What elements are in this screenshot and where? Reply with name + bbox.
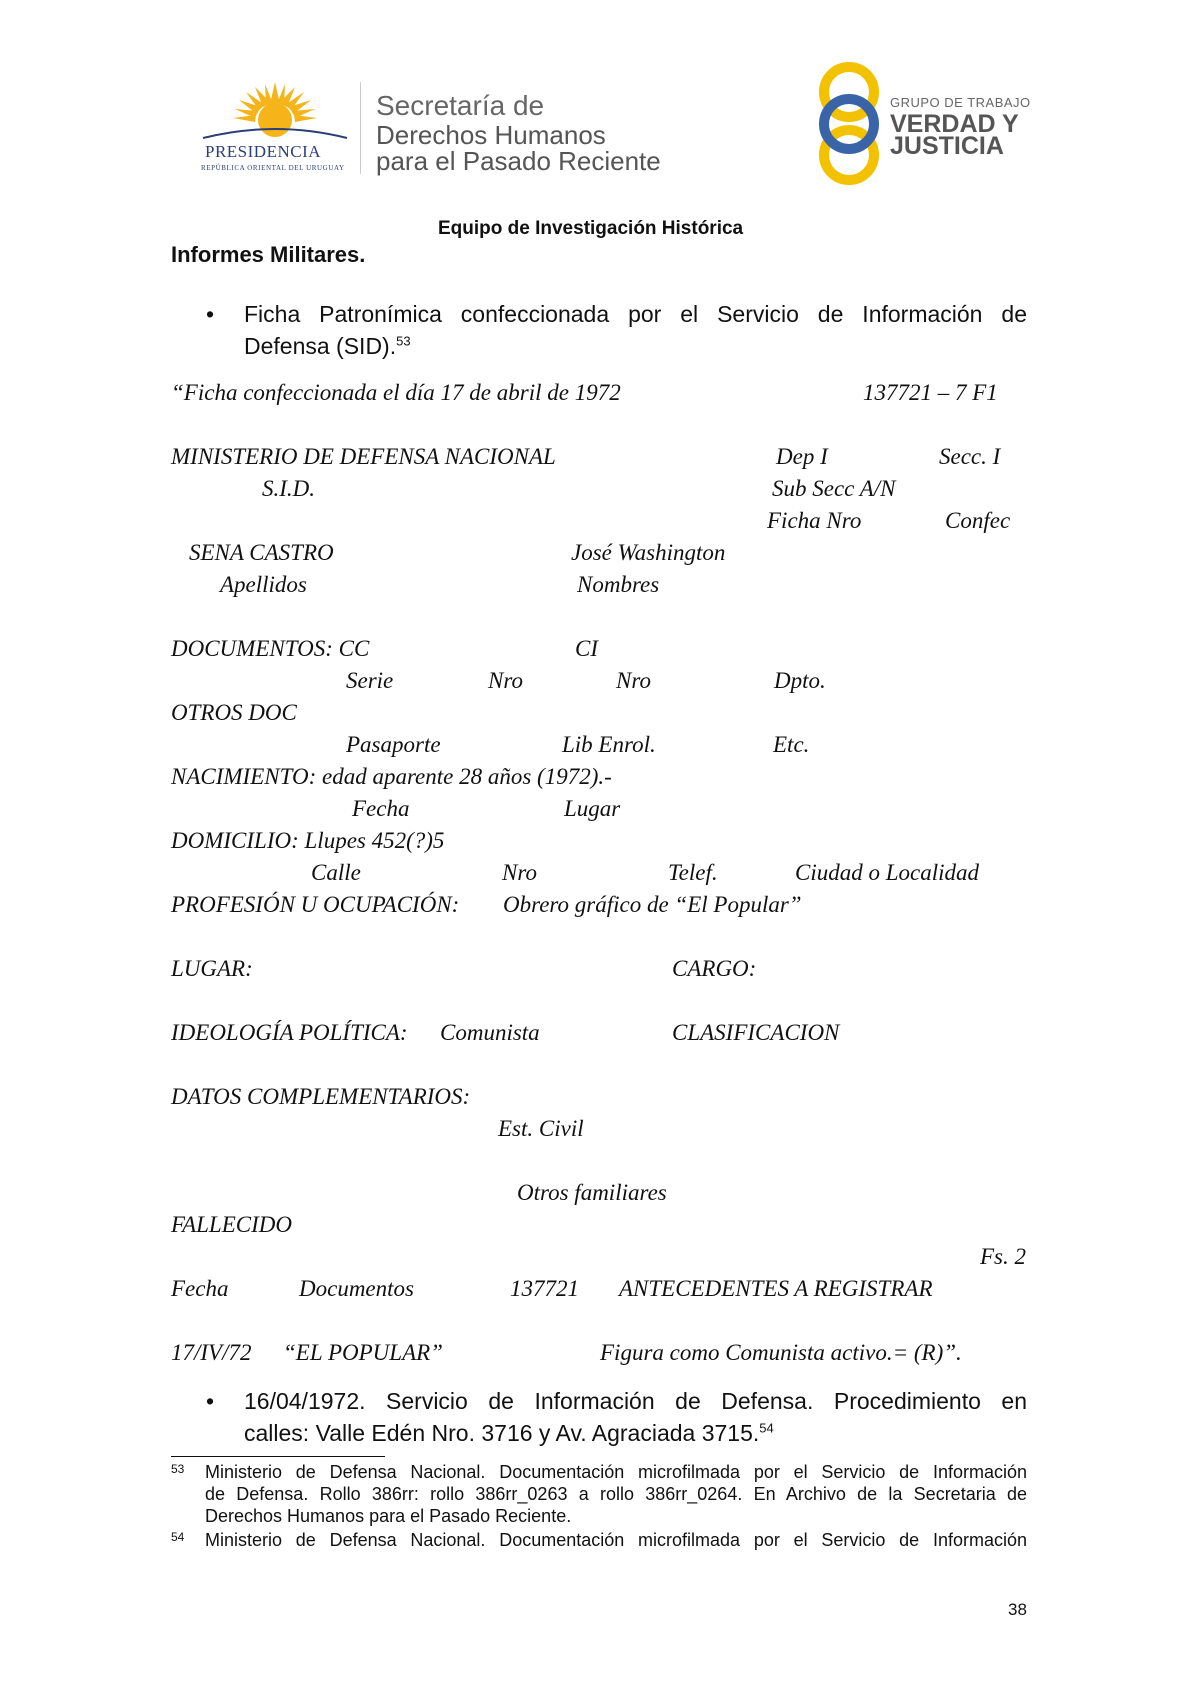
secretaria-line2: Derechos Humanos: [376, 120, 606, 150]
footnote-53-line1: Ministerio de Defensa Nacional. Documentación microfilmada por el Servicio de Información: [205, 1462, 1027, 1482]
col-antecedentes: ANTECEDENTES A REGISTRAR: [619, 1276, 933, 1301]
bullet-2-line2: [244, 1420, 774, 1447]
otros-doc: OTROS DOC: [171, 700, 297, 725]
nombres-label: Nombres: [577, 572, 660, 597]
apellidos-label: Apellidos: [220, 572, 307, 597]
pasaporte: Pasaporte: [346, 732, 441, 757]
verdad-label: VERDAD Y: [890, 110, 1019, 138]
footnote-53-line3: Derechos Humanos para el Pasado Reciente.: [205, 1506, 572, 1526]
ideologia-label: IDEOLOGÍA POLÍTICA:: [171, 1020, 408, 1045]
col-fecha: Fecha: [171, 1276, 229, 1301]
serie: Serie: [346, 668, 394, 693]
etc: Etc.: [773, 732, 810, 757]
bullet-1-line1: Ficha Patronímica confeccionada por el Servicio de Información de: [244, 301, 1027, 327]
footnote-54-number: 54: [171, 1530, 185, 1544]
apellido-value: SENA CASTRO: [189, 540, 334, 565]
bullet-1-marker: •: [206, 301, 215, 327]
footnote-ref-53: 53: [396, 333, 411, 349]
fecha-label-1: Fecha: [352, 796, 410, 821]
secc: Secc. I: [939, 444, 1001, 469]
footnote-53-line2: de Defensa. Rollo 386rr: rollo 386rr_0263 a rollo 386rr_0264. En Archivo de la Secretaria de: [205, 1484, 1027, 1504]
lib-enrol: Lib Enrol.: [562, 732, 656, 757]
grupo-label: GRUPO DE TRABAJO: [890, 95, 1031, 110]
cargo-label: CARGO:: [672, 956, 757, 981]
bullet-2-line2-text: calles: Valle Edén Nro. 3716 y Av. Agraciada 3715.: [244, 1420, 760, 1446]
dpto: Dpto.: [774, 668, 826, 693]
footnote-separator: [171, 1456, 385, 1457]
ficha-number: 137721 – 7 F1: [863, 380, 998, 405]
bullet-2-marker: •: [206, 1388, 215, 1414]
row-doc: “EL POPULAR”: [283, 1340, 443, 1365]
datos-complementarios: DATOS COMPLEMENTARIOS:: [171, 1084, 471, 1109]
page-number: 38: [1008, 1600, 1027, 1619]
ideologia-value: Comunista: [440, 1020, 540, 1045]
bullet-2-line1: 16/04/1972. Servicio de Información de Defensa. Procedimiento en: [244, 1388, 1027, 1414]
documentos-label: DOCUMENTOS: CC: [171, 636, 370, 661]
col-number: 137721: [510, 1276, 579, 1301]
nombre-value: José Washington: [571, 540, 726, 565]
row-text: Figura como Comunista activo.= (R)”.: [600, 1340, 962, 1365]
est-civil: Est. Civil: [498, 1116, 584, 1141]
profesion-value: Obrero gráfico de “El Popular”: [503, 892, 802, 917]
header-divider: [360, 82, 361, 174]
otros-familiares: Otros familiares: [517, 1180, 667, 1205]
ficha-opening: “Ficha confeccionada el día 17 de abril de 1972: [171, 380, 621, 405]
footnote-54-line1: Ministerio de Defensa Nacional. Documentación microfilmada por el Servicio de Información: [205, 1530, 1027, 1550]
sid: S.I.D.: [262, 476, 316, 501]
ministerio: MINISTERIO DE DEFENSA NACIONAL: [171, 444, 556, 469]
footnote-ref-54: 54: [759, 1420, 774, 1436]
presidencia-logo: [195, 80, 355, 175]
dep: Dep I: [776, 444, 828, 469]
sun-icon: [195, 80, 355, 140]
nro-1: Nro: [488, 668, 523, 693]
lugar-label: LUGAR:: [171, 956, 253, 981]
section-heading: Informes Militares.: [171, 242, 366, 267]
team-title: Equipo de Investigación Histórica: [438, 218, 744, 239]
sub-secc: Sub Secc A/N: [772, 476, 896, 501]
bullet-1-line2: [244, 333, 411, 360]
justicia-label: JUSTICIA: [890, 132, 1004, 160]
lugar-label-1: Lugar: [564, 796, 621, 821]
rings-icon: [814, 62, 884, 186]
domicilio: DOMICILIO: Llupes 452(?)5: [171, 828, 445, 853]
bullet-1-line2-text: Defensa (SID).: [244, 333, 397, 359]
calle: Calle: [311, 860, 361, 885]
ciudad: Ciudad o Localidad: [795, 860, 980, 885]
nacimiento: NACIMIENTO: edad aparente 28 años (1972).-: [171, 764, 612, 789]
nro-2: Nro: [616, 668, 651, 693]
profesion-label: PROFESIÓN U OCUPACIÓN:: [171, 892, 460, 917]
secretaria-line1: Secretaría de: [376, 90, 545, 121]
secretaria-line3: para el Pasado Reciente: [376, 146, 661, 176]
footnote-53-number: 53: [171, 1462, 185, 1476]
nro-3: Nro: [502, 860, 537, 885]
clasificacion: CLASIFICACION: [672, 1020, 840, 1045]
confec: Confec: [945, 508, 1011, 533]
fallecido: FALLECIDO: [171, 1212, 292, 1237]
ficha-nro: Ficha Nro: [767, 508, 862, 533]
col-documentos: Documentos: [299, 1276, 414, 1301]
ci-label: CI: [575, 636, 598, 661]
telef: Telef.: [668, 860, 718, 885]
presidencia-subtitle: REPÚBLICA ORIENTAL DEL URUGUAY: [201, 164, 345, 172]
row-date: 17/IV/72: [171, 1340, 252, 1365]
presidencia-label: PRESIDENCIA: [205, 142, 322, 161]
fs: Fs. 2: [980, 1244, 1026, 1269]
